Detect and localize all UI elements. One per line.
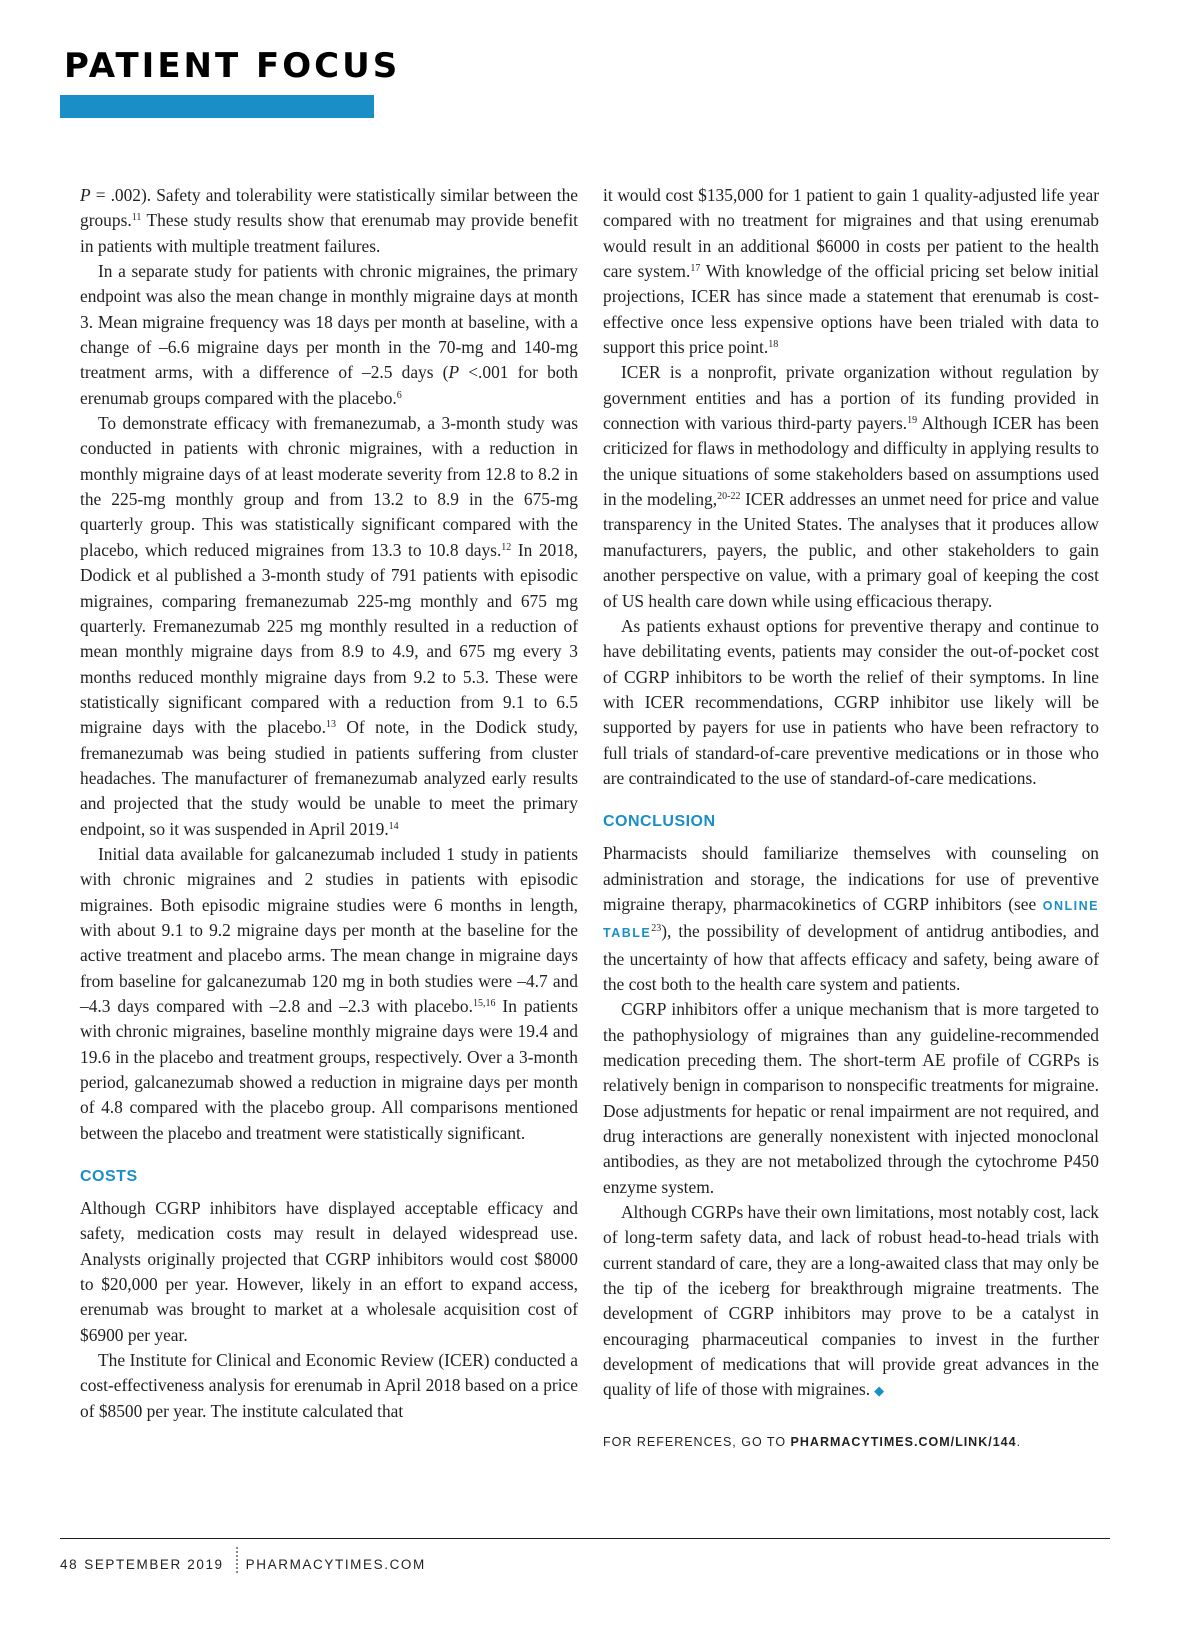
issue-date: SEPTEMBER 2019 xyxy=(84,1556,224,1572)
footnote-ref: 6 xyxy=(396,389,402,401)
costs-heading: COSTS xyxy=(80,1168,138,1186)
text-run: ICER addresses an unmet need for price and value transparency in the United States. The analyses that it produces allow manufacturers, payers, the public, and other stakeholders to gain another perspective on value, with a primary goal of keeping the cost of US health care down while using efficacious therapy. xyxy=(603,489,1099,611)
text-run: ), the possibility of development of antidrug antibodies, and the uncertainty of how that affects efficacy and safety, being aware of the cost both to the health care system and patients. xyxy=(603,921,1099,994)
paragraph-text xyxy=(603,1202,1099,1399)
text-run: <.001 for both erenumab groups compared with the placebo. xyxy=(80,362,579,408)
text-run: Pharmacists should familiarize themselves with counseling on administration and storage, the indications for use of preventive migraine therapy, pharmacokinetics of CGRP inhibitors (see xyxy=(603,843,1099,914)
paragraph xyxy=(603,360,1099,613)
site-name: PHARMACYTIMES.COM xyxy=(245,1556,426,1572)
text-run: In patients with chronic migraines, baseline monthly migraine days were 19.4 and 19.6 in the placebo and treatment groups, respectively. Over a 3-month period, galcanezumab showed a reduction in migraine days per month of 4.8 compared with the placebo group. All comparisons mentioned between the placebo and treatment were statistically significant. xyxy=(80,996,578,1143)
paragraph xyxy=(80,411,578,842)
text-run: ICER is a nonprofit, private organization without regulation by government entities and has a portion of its funding provided in connection with various third-party payers. xyxy=(603,362,1099,434)
online-table-link[interactable]: ONLINE TABLE xyxy=(603,898,1099,941)
text-run: CGRP inhibitors offer a unique mechanism that is more targeted to the pathophysiology of migraines than any guideline-recommended medication preceding them. The short-term AE profile of CGRPs is relatively benign in comparison to nonspecific treatments for migraine. Dose adjustments for hepatic or renal impairment are not required, and drug interactions are generally nonexistent with injected monoclonal antibodies, as they are not metabolized through the cytochrome P450 enzyme system. xyxy=(603,999,1099,1197)
paragraph xyxy=(80,259,578,411)
text-run: Although CGRP inhibitors have displayed acceptable efficacy and safety, medication costs may result in delayed widespread use. Analysts originally projected that CGRP inhibitors would cost $8000 to $20,000 per year. However, likely in an effort to expand access, erenumab was brought to market at a wholesale acquisition cost of $6900 per year. xyxy=(80,1198,578,1345)
footnote-ref: 20-22 xyxy=(717,491,741,503)
footnote-ref: 23 xyxy=(651,923,662,935)
footnote-ref: 19 xyxy=(907,415,918,427)
end-mark-icon: ◆ xyxy=(874,1383,885,1399)
text-run: These study results show that erenumab may provide benefit in patients with multiple treatment failures. xyxy=(80,210,578,256)
references-prefix: FOR REFERENCES, GO TO xyxy=(603,1434,791,1449)
footer-rule xyxy=(60,1538,1110,1539)
paragraph xyxy=(603,997,1099,1200)
footnote-ref: 12 xyxy=(501,541,512,553)
paragraph xyxy=(603,614,1099,791)
references-link[interactable]: PHARMACYTIMES.COM/LINK/144 xyxy=(790,1434,1017,1449)
references-suffix: . xyxy=(1016,1434,1022,1449)
text-run: it would cost $135,000 for 1 patient to gain 1 quality-adjusted life year compared with no treatment for migraines and that using erenumab would result in an additional $6000 in costs per patient to the health care system. xyxy=(603,185,1099,282)
paragraph xyxy=(603,841,1099,997)
left-column xyxy=(80,183,578,1424)
section-title: PATIENT FOCUS xyxy=(64,46,401,86)
text-run: Initial data available for galcanezumab included 1 study in patients with chronic migraines and 2 studies in patients with episodic migraines. Both episodic migraine studies were 6 months in length, with about 9.1 to 9.2 migraine days per month at the baseline for the active treatment and placebo arms. The mean change in migraine days from baseline for galcanezumab 120 mg in both studies were –4.7 and –4.3 days compared with –2.8 and –2.3 with placebo. xyxy=(80,843,578,1016)
text-run: With knowledge of the official pricing set below initial projections, ICER has since made a statement that erenumab is cost-effective once less expensive options have been trialed with data to support this price point. xyxy=(603,261,1099,358)
conclusion-heading: CONCLUSION xyxy=(603,813,716,831)
text-run: = .002). Safety and tolerability were statistically similar between the groups. xyxy=(80,185,578,231)
paragraph xyxy=(80,842,578,1146)
footnote-ref: 18 xyxy=(768,339,779,351)
paragraph-final xyxy=(603,1200,1099,1404)
text-run: Although CGRPs have their own limitations, most notably cost, lack of long-term safety data, and lack of robust head-to-head trials with current standard of care, they are a long-awaited class that may only be the tip of the iceberg for breakthrough migraine treatments. The development of CGRP inhibitors may prove to be a catalyst in encouraging pharmaceutical companies to invest in the further development of medications that will provide great advances in the quality of life of those with migraines. xyxy=(603,1202,1099,1400)
references-note xyxy=(603,1430,1099,1455)
right-column xyxy=(603,183,1099,1455)
page-number: 48 xyxy=(60,1556,79,1572)
section-accent-bar xyxy=(60,95,374,118)
footer-divider xyxy=(236,1547,238,1573)
footnote-ref: 13 xyxy=(325,719,336,731)
italic-text: P xyxy=(80,185,91,205)
paragraph xyxy=(603,183,1099,360)
paragraph xyxy=(80,1196,578,1348)
footnote-ref: 15,16 xyxy=(472,998,496,1009)
text-run: To demonstrate efficacy with fremanezumab, a 3-month study was conducted in patients with chronic migraines, with a reduction in monthly migraine days of at least moderate severity from 12.8 to 8.2 in the 225-mg monthly group and from 13.2 to 8.9 in the 675-mg quarterly group. This was statistically significant compared with the placebo, which reduced migraines from 13.3 to 10.8 days. xyxy=(80,413,578,560)
text-run: Of note, in the Dodick study, fremanezumab was being studied in patients suffering from cluster headaches. The manufacturer of fremanezumab analyzed early results and projected that the study would be unable to meet the primary endpoint, so it was suspended in April 2019. xyxy=(80,717,578,839)
paragraph xyxy=(80,1348,578,1424)
paragraph xyxy=(80,183,578,259)
italic-text: P xyxy=(448,362,460,383)
text-run: In a separate study for patients with chronic migraines, the primary endpoint was also the mean change in monthly migraine days at month 3. Mean migraine frequency was 18 days per month at baseline, with a change of –6.6 migraine days per month in the 70-mg and 140-mg treatment arms, with a difference of –2.5 days ( xyxy=(80,261,578,383)
footnote-ref: 14 xyxy=(388,820,399,832)
text-run: The Institute for Clinical and Economic Review (ICER) conducted a cost-effectiveness analysis for erenumab in April 2018 based on a price of $8500 per year. The institute calculated that xyxy=(80,1350,578,1421)
footnote-ref: 11 xyxy=(131,212,142,224)
footnote-ref: 17 xyxy=(690,263,701,275)
text-run: As patients exhaust options for preventive therapy and continue to have debilitating events, patients may consider the out-of-pocket cost of CGRP inhibitors to be worth the relief of their symptoms. In line with ICER recommendations, CGRP inhibitor use likely will be supported by payers for use in patients who have been refractory to full trials of standard-of-care preventive medications or in those who are contraindicated to the use of standard-of-care medications. xyxy=(603,615,1099,788)
text-run: Although ICER has been criticized for flaws in methodology and difficulty in applying results to the unique situations of some stakeholders based on assumptions used in the modeling, xyxy=(603,413,1099,510)
text-run: In 2018, Dodick et al published a 3-month study of 791 patients with episodic migraines, comparing fremanezumab 225-mg monthly and 675 mg quarterly. Fremanezumab 225 mg monthly resulted in a reduction of mean monthly migraine days from 8.9 to 4.9, and 675 mg every 3 months reduced monthly migraine days from 9.2 to 5.3. These were statistically significant compared with a reduction from 9.1 to 6.5 migraine days with the placebo. xyxy=(80,539,578,738)
page-footer xyxy=(60,1552,426,1576)
